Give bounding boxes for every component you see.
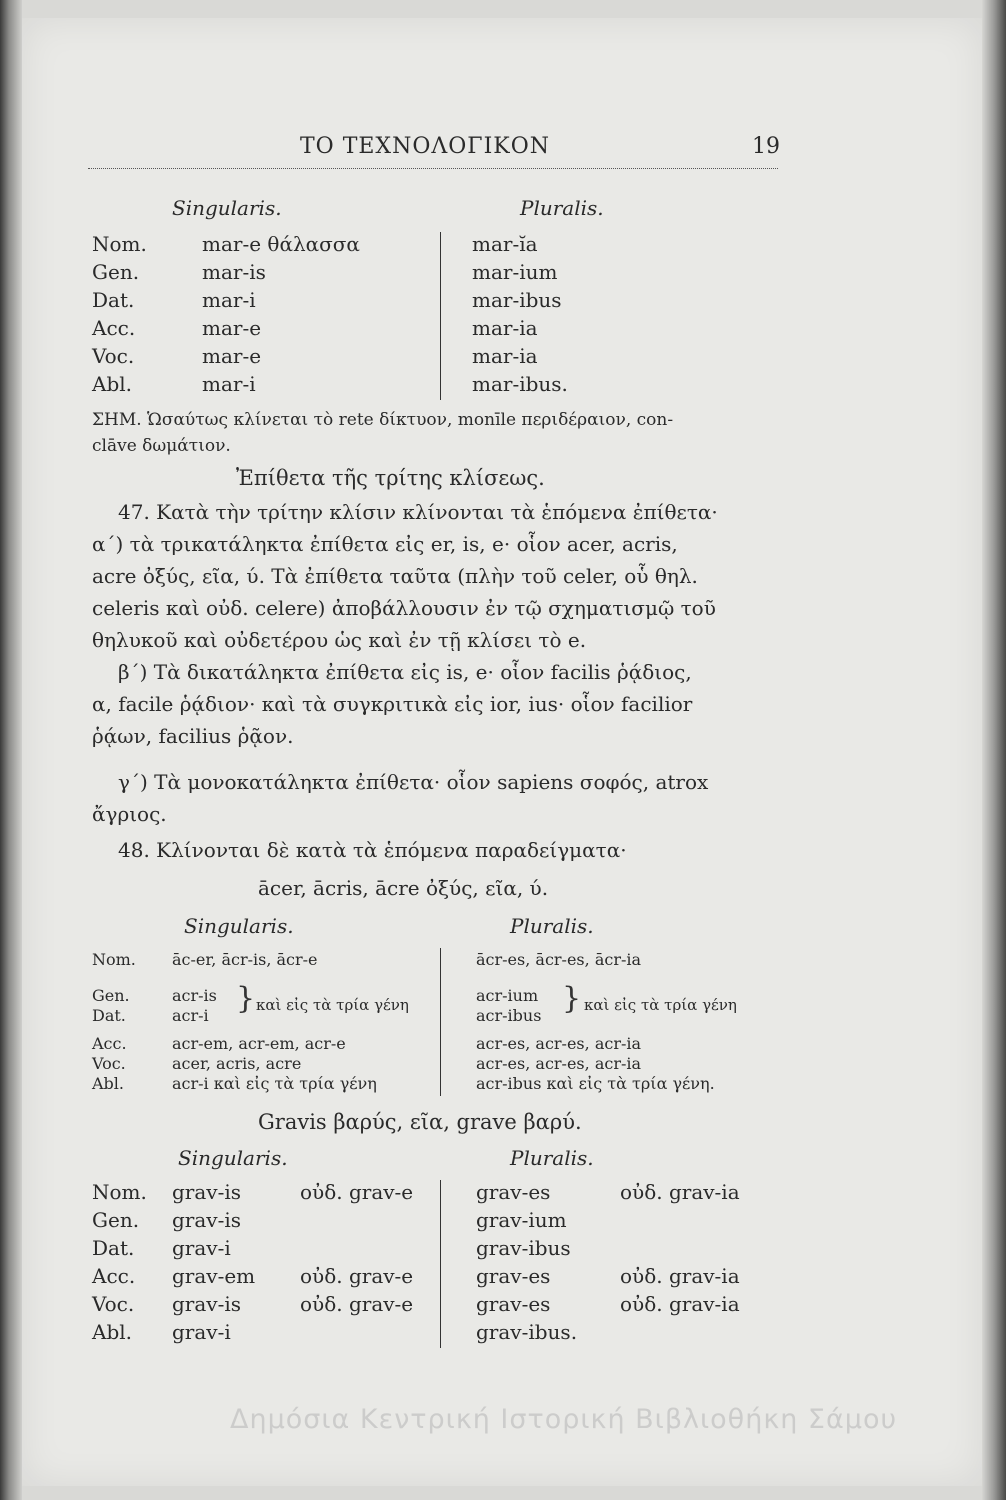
- section-heading: Ἐπίθετα τῆς τρίτης κλίσεως.: [236, 466, 545, 490]
- paragraph-line: γ΄) Τὰ μονοκατάληκτα ἐπίθετα· οἷον sapiens σοφός, atrox: [118, 770, 709, 794]
- singular-form: grav-is: [172, 1208, 242, 1232]
- brace-icon: }: [562, 981, 582, 1016]
- plural-form: acr-es, acr-es, acr-ia: [476, 1054, 642, 1073]
- case-label: Nom.: [92, 1180, 147, 1204]
- singular-neuter-form: οὐδ. grav-e: [300, 1264, 414, 1288]
- singular-form: acer, acris, acre: [172, 1054, 302, 1073]
- plural-neuter-form: οὐδ. grav-ia: [620, 1180, 740, 1204]
- plural-form: acr-ibus: [476, 1006, 542, 1025]
- case-label: Acc.: [92, 1264, 136, 1288]
- singular-form: grav-em: [172, 1264, 256, 1288]
- plural-form: acr-ium: [476, 986, 539, 1005]
- singular-form: mar-i: [202, 288, 256, 312]
- singular-form: grav-is: [172, 1180, 242, 1204]
- plural-form: grav-ium: [476, 1208, 567, 1232]
- plural-form: grav-es: [476, 1180, 551, 1204]
- singular-form: grav-i: [172, 1236, 231, 1260]
- note-line: clāve δωμάτιον.: [92, 436, 231, 456]
- singular-form: āc-er, ācr-is, ācr-e: [172, 950, 318, 969]
- header-rule: [88, 168, 778, 169]
- table2-divider: [440, 948, 441, 1096]
- book-spine-edge: [0, 0, 22, 1500]
- plural-neuter-form: οὐδ. grav-ia: [620, 1292, 740, 1316]
- case-label: Dat.: [92, 288, 135, 312]
- running-title: ΤΟ ΤΕΧΝΟΛΟΓΙΚΟΝ: [300, 134, 550, 159]
- case-label: Voc.: [92, 344, 135, 368]
- case-label: Abl.: [92, 1320, 132, 1344]
- case-label: Acc.: [92, 316, 136, 340]
- table3-singular-heading: Singularis.: [178, 1146, 288, 1170]
- singular-form: mar-e: [202, 344, 262, 368]
- singular-form: acr-is: [172, 986, 217, 1005]
- singular-form: mar-i: [202, 372, 256, 396]
- singular-neuter-form: οὐδ. grav-e: [300, 1292, 414, 1316]
- singular-form: acr-i: [172, 1006, 209, 1025]
- case-label: Dat.: [92, 1006, 126, 1025]
- singular-form: grav-i: [172, 1320, 231, 1344]
- table1-plural-heading: Pluralis.: [520, 196, 604, 220]
- singular-form: acr-i καὶ εἰς τὰ τρία γένη: [172, 1074, 377, 1093]
- singular-form: mar-e θάλασσα: [202, 232, 360, 256]
- plural-form: ācr-es, ācr-es, ācr-ia: [476, 950, 642, 969]
- singular-form: mar-e: [202, 316, 262, 340]
- table3-plural-heading: Pluralis.: [510, 1146, 594, 1170]
- paragraph-line: ῥᾴων, facilius ῥᾷον.: [92, 724, 294, 748]
- paragraph-line: ἄγριος.: [92, 802, 167, 826]
- case-label: Abl.: [92, 1074, 124, 1093]
- case-label: Voc.: [92, 1292, 135, 1316]
- singular-form: acr-em, acr-em, acr-e: [172, 1034, 346, 1053]
- table1-divider: [440, 232, 441, 400]
- singular-form: grav-is: [172, 1292, 242, 1316]
- case-label: Voc.: [92, 1054, 126, 1073]
- table3-divider: [440, 1180, 441, 1348]
- table2-plural-heading: Pluralis.: [510, 914, 594, 938]
- plural-form: mar-ia: [472, 316, 538, 340]
- singular-neuter-form: οὐδ. grav-e: [300, 1180, 414, 1204]
- plural-form: mar-ĭa: [472, 232, 538, 256]
- plural-form: mar-ibus: [472, 288, 562, 312]
- plural-form: grav-ibus.: [476, 1320, 578, 1344]
- paragraph-line: α΄) τὰ τρικατάληκτα ἐπίθετα εἰς er, is, e· οἷον acer, acris,: [92, 532, 678, 556]
- case-label: Gen.: [92, 986, 130, 1005]
- plural-form: mar-ium: [472, 260, 558, 284]
- plural-form: grav-es: [476, 1264, 551, 1288]
- paragraph-line: acre ὀξύς, εῖα, ύ. Τὰ ἐπίθετα ταῦτα (πλὴν τοῦ celer, οὗ θηλ.: [92, 564, 698, 588]
- case-label: Gen.: [92, 260, 140, 284]
- table2-title: ācer, ācris, ācre ὀξύς, εῖα, ύ.: [258, 876, 549, 900]
- paragraph-line: θηλυκοῦ καὶ οὐδετέρου ὡς καὶ ἐν τῇ κλίσει τὸ e.: [92, 628, 587, 652]
- paragraph-line: celeris καὶ οὐδ. celere) ἀποβάλλουσιν ἐν τῷ σχηματισμῷ τοῦ: [92, 596, 716, 620]
- plural-form: acr-es, acr-es, acr-ia: [476, 1034, 642, 1053]
- paragraph-line: 47. Κατὰ τὴν τρίτην κλίσιν κλίνονται τὰ ἑπόμενα ἐπίθετα·: [118, 500, 718, 524]
- paragraph-line: α, facile ῥᾴδιον· καὶ τὰ συγκριτικὰ εἰς ior, ius· οἷον facilior: [92, 692, 693, 716]
- paragraph-line: 48. Κλίνονται δὲ κατὰ τὰ ἑπόμενα παραδείγματα·: [118, 838, 627, 862]
- page-number: 19: [752, 134, 780, 159]
- case-label: Nom.: [92, 950, 136, 969]
- case-label: Acc.: [92, 1034, 127, 1053]
- case-label: Gen.: [92, 1208, 140, 1232]
- plural-neuter-form: οὐδ. grav-ia: [620, 1264, 740, 1288]
- plural-form: mar-ibus.: [472, 372, 568, 396]
- plural-form: grav-es: [476, 1292, 551, 1316]
- plural-form: mar-ia: [472, 344, 538, 368]
- page-right-edge: [982, 0, 1006, 1500]
- brace-note: καὶ εἰς τὰ τρία γένη: [584, 996, 737, 1014]
- brace-icon: }: [236, 981, 256, 1016]
- singular-form: mar-is: [202, 260, 266, 284]
- plural-form: acr-ibus καὶ εἰς τὰ τρία γένη.: [476, 1074, 715, 1093]
- case-label: Nom.: [92, 232, 147, 256]
- note-line: ΣΗΜ. Ὡσαύτως κλίνεται τὸ rete δίκτυον, monīle περιδέραιον, con-: [92, 410, 674, 430]
- paragraph-line: β΄) Τὰ δικατάληκτα ἐπίθετα εἰς is, e· οἷον facilis ῥᾴδιος,: [118, 660, 692, 684]
- table1-singular-heading: Singularis.: [172, 196, 282, 220]
- case-label: Abl.: [92, 372, 132, 396]
- case-label: Dat.: [92, 1236, 135, 1260]
- brace-note: καὶ εἰς τὰ τρία γένη: [256, 996, 409, 1014]
- library-watermark: Δημόσια Κεντρική Ιστορική Βιβλιοθήκη Σάμου: [230, 1404, 898, 1435]
- plural-form: grav-ibus: [476, 1236, 571, 1260]
- table3-title: Gravis βαρύς, εῖα, grave βαρύ.: [258, 1110, 582, 1134]
- table2-singular-heading: Singularis.: [184, 914, 294, 938]
